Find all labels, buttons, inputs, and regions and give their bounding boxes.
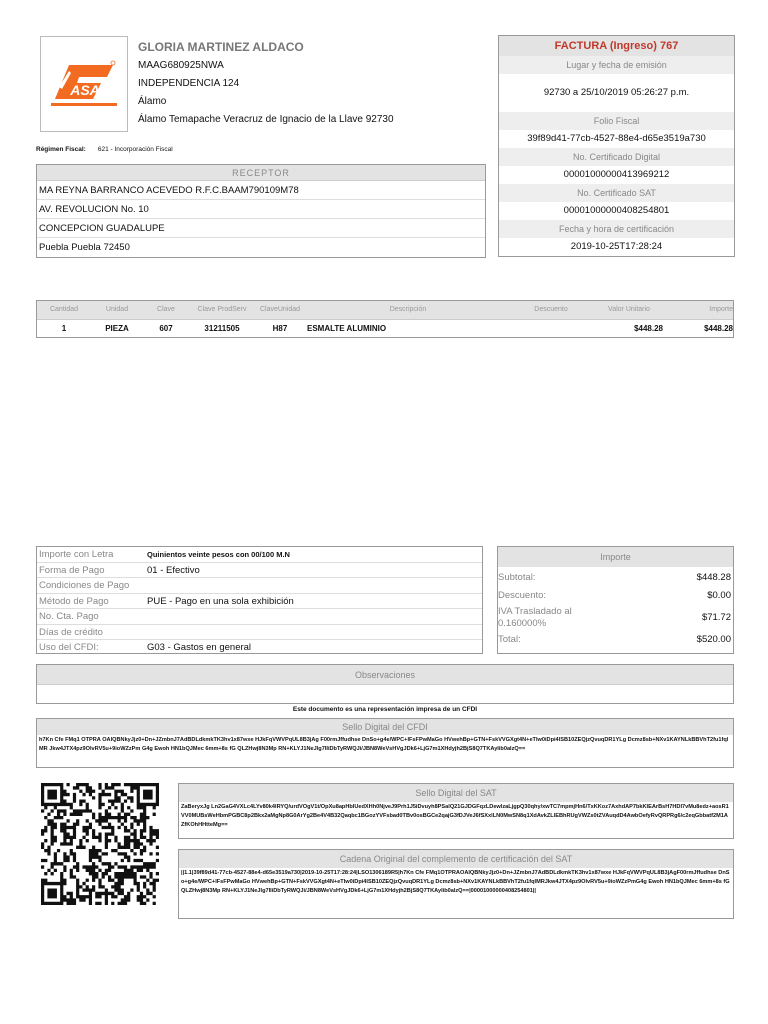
receptor-header: RECEPTOR: [37, 165, 485, 181]
info-row: [37, 547, 482, 563]
totals-header: Importe: [498, 547, 733, 567]
sat-chain-header: Cadena Original del complemento de certificación del SAT: [179, 850, 733, 868]
info-key: Uso del CFDI:: [39, 642, 99, 653]
receptor-city: Puebla Puebla 72450: [39, 242, 130, 253]
discount-label: Descuento:: [498, 590, 547, 601]
iva-value: $71.72: [701, 612, 731, 623]
cell-clave-unidad: H87: [272, 324, 288, 333]
cfdi-seal-box: [36, 718, 734, 768]
info-key: Importe con Letra: [39, 549, 114, 560]
col-unidad: Unidad: [105, 306, 129, 313]
cell-unidad: PIEZA: [105, 324, 129, 333]
cell-clave-prodserv: 31211505: [204, 324, 240, 333]
svg-text:ASA: ASA: [70, 82, 100, 98]
cert-date-label: Fecha y hora de certificación: [499, 220, 734, 238]
discount-value: $0.00: [707, 590, 731, 601]
cell-valor-unitario: $448.28: [634, 324, 663, 333]
cell-descuento: [511, 320, 591, 337]
regimen-fiscal: [36, 146, 173, 153]
info-value: PUE - Pago en una sola exhibición: [147, 595, 294, 607]
cert-value: 00001000000413969212: [563, 169, 670, 180]
info-row: [37, 563, 482, 579]
cfdi-seal-header: Sello Digital del CFDI: [37, 719, 733, 735]
cert-sat-value: 00001000000408254801: [563, 205, 670, 216]
emisor-rfc: MAAG680925NWA: [138, 60, 224, 71]
col-clave: Clave: [157, 306, 175, 313]
cell-importe: $448.28: [704, 324, 733, 333]
subtotal-value: $448.28: [696, 572, 731, 583]
info-row: [37, 640, 482, 656]
issue-place-label: Lugar y fecha de emisión: [499, 56, 734, 74]
emisor-block: [138, 37, 394, 129]
invoice-info-box: [498, 35, 735, 257]
info-key: No. Cta. Pago: [39, 611, 99, 622]
company-logo: [40, 36, 128, 132]
info-value: 01 - Efectivo: [147, 564, 200, 576]
info-key: Condiciones de Pago: [39, 580, 130, 591]
iva-label: IVA Trasladado al 0.160000%: [498, 606, 572, 629]
sat-seal-box: [178, 783, 734, 839]
info-row: [37, 578, 482, 594]
cert-label: No. Certificado Digital: [499, 148, 734, 166]
subtotal-row: [498, 569, 733, 587]
sat-seal-header: Sello Digital del SAT: [179, 784, 733, 802]
total-row: [498, 631, 733, 649]
cell-cantidad: 1: [61, 324, 67, 333]
sat-chain-box: [178, 849, 734, 919]
info-value: Quinientos veinte pesos con 00/100 M.N: [147, 550, 290, 559]
logo-graphic: [41, 37, 129, 133]
col-descuento: Descuento: [534, 306, 568, 313]
cfdi-note: Este documento es una representación impresa de un CFDI: [292, 706, 478, 713]
items-table: [36, 300, 734, 338]
info-key: Forma de Pago: [39, 564, 105, 576]
col-importe: Importe: [709, 306, 733, 313]
discount-row: [498, 587, 733, 605]
info-row: [37, 625, 482, 641]
sat-seal-text: ZaBeryxJg Ln2GaG4VXLc4LYv80k4lRYQ/urdVOgV1t/OpXu8apHbIUedXHh0NjveJ9Prh1J5iDvuyh8PSalQ21GJDGFqzLDewlzaLjgpQ30qhy/xwTC7mpmjHn6/TxKKoz7AxhdAP7bkKIEArBsH7HDI7vMu8edz+aosR1VV0MUBsWeHbmPGBC8p2Bkx2aMgNp8G0ArYg2Be4V4B32Qaqbc1BGozYVFsbad0TBv0osBGCe2qajG3fDJVeJ6fSXxlLN0MwSN8q1XdAvkZLlEBhRUgVWZs0tZVAuqdD4AwbOefyRvQRPRg6/c2eqGbbatf2M1AZfKOhHHtteMg==: [181, 804, 729, 828]
sat-chain-text: ||1.1|39f89d41-77cb-4527-88e4-d65e3519a730|2019-10-25T17:28:24|LSO1306189R5|h7Kn Cfe FMq1OTPRAOAIQBNkyJjz0+Dn+JZmbnJ7AdBDLdkmkTK3hv1x87wxe HJkFqVWVPqUL8B3jAgF00rmJffudhse DnSo+g4e/WPC+IFsFPwMaGo HVwehBp+GTN+FskVVGXgt4N+eTIw0iDpi4lSB10ZEQjzQvuqDR1YLg Dcmz8sb+NXv1KAYNLkBBVhT2fu1fqlMRJkw4JTX4pz9OlvRV5u+9ioWZzPmG4g Ewoh HN1bQJMec 6mm+8s fGQLZHwj8N3Mp RN+KLYJ1NeJlg7IIiDbTyRWQJi/JBN8WeVsHVgJDk6+LjG7m1XHdyjh2BjS8Q7TKAyIib0alzQ==|00001000000408254801||: [181, 870, 730, 894]
cell-clave: 607: [159, 324, 173, 333]
observations-box: [36, 664, 734, 704]
col-descripcion: Descripción: [389, 306, 427, 313]
receptor-box: [36, 164, 486, 258]
receptor-name: MA REYNA BARRANCO ACEVEDO R.F.C.BAAM790109M78: [37, 181, 485, 200]
subtotal-label: Subtotal:: [498, 572, 536, 583]
total-value: $520.00: [696, 634, 731, 645]
col-clave-prodserv: Clave ProdServ: [197, 306, 247, 313]
invoice-title: FACTURA (Ingreso) 767: [499, 36, 734, 56]
emisor-colonia: Álamo: [138, 96, 167, 107]
iva-row: [498, 605, 733, 631]
qr-code: [41, 783, 159, 905]
info-row: [37, 594, 482, 610]
info-value: G03 - Gastos en general: [147, 642, 252, 653]
cfdi-seal-text: h7Kn Cfe FMq1 OTPRA OAIQBNkyJjz0+Dn+JZmbnJ7AdBDLdkmkTK3hv1x87wxe HJkFqVWVPqUL8B3jAg F00rmJffudhse DnSo+g4e/WPC+IFsFPwMaGo HVwehBp+GTN+FskVVGXgt4N+eTIw0iDpi4lSB10ZEQjzQvuqDR1YLg Dcmz8sb+NXv1KAYNLkBBVhT2fu1fqlMR Jkw4JTX4pz9OlvRV5u+9ioWZzPm G4g Ewoh HN1bQJMec 6mm+8s fG QLZHwj8N3Mp RN+KLYJ1NeJlg7IIiDbTyRWQJi/JBN8WeVsHVgJDk6+LjG7m1XHdyjh2BjS8Q7TKAyIib0alzQ==: [39, 737, 729, 752]
cert-date-value: 2019-10-25T17:28:24: [570, 241, 663, 252]
info-key: Días de crédito: [39, 626, 103, 638]
col-cantidad: Cantidad: [49, 306, 79, 313]
cell-descripcion: ESMALTE ALUMINIO: [307, 324, 387, 333]
regimen-label: Régimen Fiscal:: [36, 146, 86, 153]
receptor-colonia: CONCEPCION GUADALUPE: [37, 219, 485, 238]
totals-box: [497, 546, 734, 654]
observations-header: Observaciones: [37, 665, 733, 685]
info-row: [37, 609, 482, 625]
items-header-row: [37, 301, 733, 319]
total-label: Total:: [498, 634, 521, 645]
regimen-value: 621 - Incorporación Fiscal: [97, 146, 173, 153]
table-row: [37, 319, 733, 337]
emisor-city: Álamo Temapache Veracruz de Ignacio de la Llave 92730: [138, 114, 394, 125]
issue-place-value: 92730 a 25/10/2019 05:26:27 p.m.: [543, 87, 690, 98]
col-clave-unidad: ClaveUnidad: [259, 306, 301, 313]
cert-sat-label: No. Certificado SAT: [499, 184, 734, 202]
emisor-name: GLORIA MARTINEZ ALDACO: [138, 40, 304, 54]
folio-label: Folio Fiscal: [499, 112, 734, 130]
qr-code-graphic: [41, 783, 159, 905]
folio-value: 39f89d41-77cb-4527-88e4-d65e3519a730: [527, 133, 706, 144]
col-valor-unitario: Valor Unitario: [608, 306, 650, 313]
receptor-street: AV. REVOLUCION No. 10: [37, 200, 485, 219]
emisor-street: INDEPENDENCIA 124: [138, 78, 240, 89]
payment-info-box: [36, 546, 483, 654]
info-key: Método de Pago: [39, 595, 109, 607]
